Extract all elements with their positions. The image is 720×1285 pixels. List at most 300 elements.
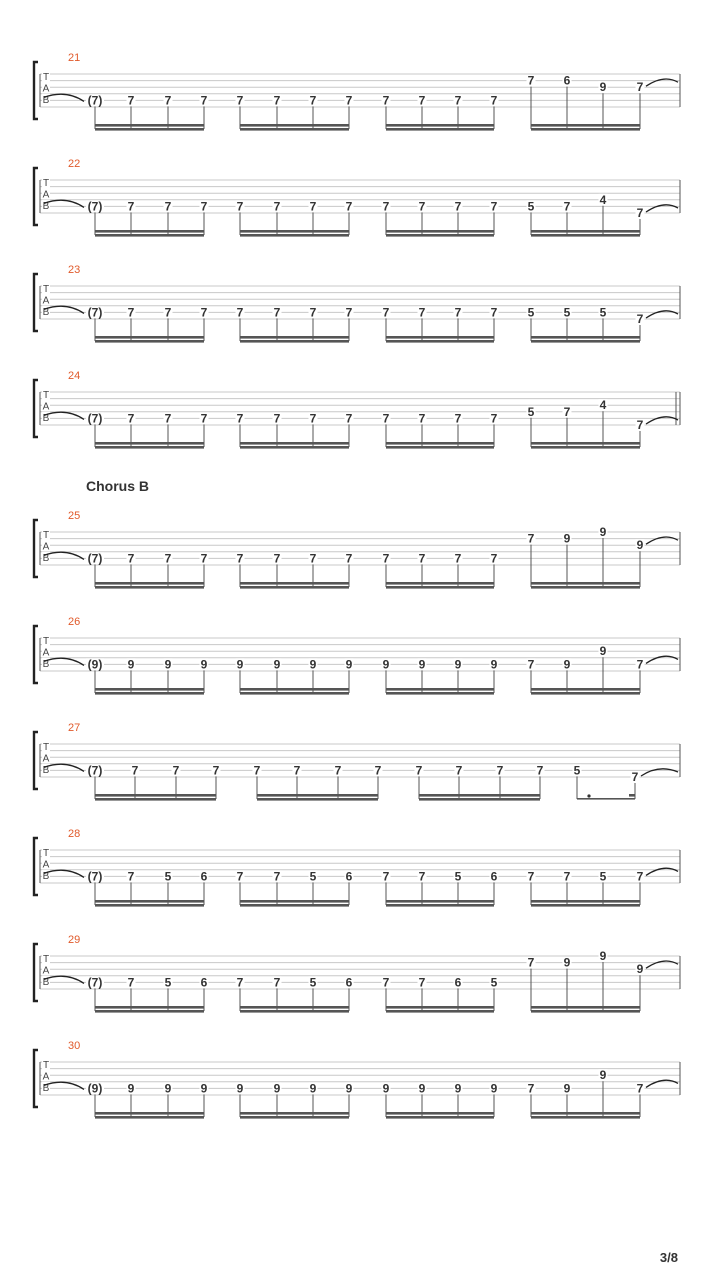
fret-number: (7) bbox=[87, 763, 103, 778]
measure-number: 22 bbox=[68, 158, 81, 170]
fret-number: 5 bbox=[309, 869, 317, 884]
fret-number: 5 bbox=[599, 305, 607, 320]
beam-primary bbox=[531, 900, 640, 903]
tie-out bbox=[646, 656, 678, 663]
fret-number: 7 bbox=[164, 411, 172, 426]
beam-primary bbox=[95, 794, 216, 797]
beam-secondary bbox=[531, 904, 640, 907]
system-brace bbox=[34, 62, 38, 119]
beam-primary bbox=[257, 794, 378, 797]
beam-secondary bbox=[95, 340, 204, 343]
beam-secondary bbox=[386, 340, 494, 343]
fret-number: 9 bbox=[636, 538, 644, 553]
beam-secondary bbox=[240, 446, 349, 449]
fret-number: (9) bbox=[87, 657, 103, 672]
beam-primary bbox=[386, 1006, 494, 1009]
beam-primary bbox=[240, 336, 349, 339]
beam-secondary bbox=[531, 1010, 640, 1013]
beam-secondary bbox=[386, 586, 494, 589]
beam-secondary bbox=[240, 1116, 349, 1119]
fret-number: 7 bbox=[527, 73, 535, 88]
beam-primary bbox=[95, 1006, 204, 1009]
fret-number: 7 bbox=[236, 93, 244, 108]
fret-number: 7 bbox=[454, 551, 462, 566]
fret-number: (7) bbox=[87, 975, 103, 990]
beam-secondary bbox=[386, 446, 494, 449]
fret-number: 7 bbox=[382, 551, 390, 566]
fret-number: 7 bbox=[273, 199, 281, 214]
fret-number: 7 bbox=[127, 411, 135, 426]
fret-number: 6 bbox=[563, 73, 571, 88]
fret-number: 7 bbox=[127, 551, 135, 566]
rhythm-dot bbox=[587, 794, 590, 797]
fret-number: 7 bbox=[127, 975, 135, 990]
beam-secondary bbox=[95, 1116, 204, 1119]
beam-primary bbox=[95, 688, 204, 691]
beam-primary bbox=[531, 124, 640, 127]
fret-number: 6 bbox=[454, 975, 462, 990]
fret-number: 9 bbox=[454, 657, 462, 672]
fret-number: 7 bbox=[418, 199, 426, 214]
fret-number: 5 bbox=[563, 305, 571, 320]
fret-number: 7 bbox=[636, 869, 644, 884]
measure-number: 21 bbox=[68, 52, 81, 64]
beam-primary bbox=[95, 230, 204, 233]
tab-clef-letter: A bbox=[42, 83, 50, 95]
beam-secondary bbox=[240, 234, 349, 237]
fret-number: 9 bbox=[345, 1081, 353, 1096]
beam-secondary bbox=[531, 340, 640, 343]
tab-clef-letter: B bbox=[42, 871, 50, 882]
fret-number: 7 bbox=[418, 93, 426, 108]
fret-number: 7 bbox=[490, 199, 498, 214]
fret-number: 7 bbox=[172, 763, 180, 778]
fret-number: 5 bbox=[599, 869, 607, 884]
fret-number: 9 bbox=[599, 644, 607, 659]
fret-number: 6 bbox=[490, 869, 498, 884]
beam-primary bbox=[240, 230, 349, 233]
tab-clef-letter: A bbox=[42, 647, 50, 659]
fret-number: 7 bbox=[454, 93, 462, 108]
fret-number: 7 bbox=[527, 657, 535, 672]
fret-number: 6 bbox=[200, 869, 208, 884]
tie-out bbox=[646, 868, 678, 875]
beam-secondary bbox=[386, 904, 494, 907]
fret-number: 7 bbox=[527, 869, 535, 884]
beam-secondary bbox=[240, 128, 349, 131]
fret-number: 7 bbox=[382, 975, 390, 990]
fret-number: 7 bbox=[253, 763, 261, 778]
beam-primary bbox=[95, 582, 204, 585]
fret-number: 7 bbox=[334, 763, 342, 778]
fret-number: 7 bbox=[490, 551, 498, 566]
fret-number: 9 bbox=[236, 657, 244, 672]
fret-number: 9 bbox=[490, 1081, 498, 1096]
fret-number: 7 bbox=[273, 975, 281, 990]
page-number: 3/8 bbox=[659, 1250, 678, 1265]
fret-number: 7 bbox=[309, 199, 317, 214]
fret-number: 7 bbox=[200, 305, 208, 320]
fret-number: (7) bbox=[87, 199, 103, 214]
beam-secondary bbox=[386, 1010, 494, 1013]
tie-out bbox=[646, 537, 678, 544]
beam-secondary bbox=[257, 798, 378, 801]
fret-number: 5 bbox=[164, 869, 172, 884]
fret-number: 7 bbox=[200, 93, 208, 108]
fret-number: 7 bbox=[490, 411, 498, 426]
tab-clef-letter: A bbox=[42, 859, 50, 871]
fret-number: 9 bbox=[418, 657, 426, 672]
fret-number: 7 bbox=[273, 93, 281, 108]
measure-number: 28 bbox=[68, 828, 81, 840]
fret-number: 7 bbox=[636, 80, 644, 95]
fret-number: 6 bbox=[200, 975, 208, 990]
fret-number: 7 bbox=[418, 869, 426, 884]
fret-number: 7 bbox=[490, 305, 498, 320]
fret-number: 9 bbox=[418, 1081, 426, 1096]
beam-secondary bbox=[240, 904, 349, 907]
fret-number: 5 bbox=[164, 975, 172, 990]
fret-number: 9 bbox=[345, 657, 353, 672]
fret-number: 7 bbox=[382, 305, 390, 320]
fret-number: 7 bbox=[236, 411, 244, 426]
beam-primary bbox=[386, 1112, 494, 1115]
fret-number: 7 bbox=[563, 869, 571, 884]
system-brace bbox=[34, 732, 38, 789]
fret-number: 9 bbox=[200, 1081, 208, 1096]
fret-number: 7 bbox=[418, 551, 426, 566]
fret-number: 9 bbox=[164, 657, 172, 672]
tab-clef-letter: T bbox=[42, 954, 50, 965]
fret-number: 9 bbox=[273, 1081, 281, 1096]
fret-number: 4 bbox=[599, 192, 607, 207]
fret-number: 7 bbox=[212, 763, 220, 778]
fret-number: 7 bbox=[636, 206, 644, 220]
tab-clef-letter: A bbox=[42, 295, 50, 307]
tie-out bbox=[646, 205, 678, 212]
fret-number: 9 bbox=[382, 657, 390, 672]
fret-number: 7 bbox=[374, 763, 382, 778]
fret-number: 7 bbox=[636, 1081, 644, 1096]
fret-number: 9 bbox=[127, 1081, 135, 1096]
tab-clef-letter: B bbox=[42, 413, 50, 424]
fret-number: 7 bbox=[127, 199, 135, 214]
beam-secondary bbox=[531, 1116, 640, 1119]
system-brace bbox=[34, 626, 38, 683]
beam-secondary bbox=[386, 234, 494, 237]
system-brace bbox=[34, 1050, 38, 1107]
system-brace bbox=[34, 380, 38, 437]
tab-clef-letter: T bbox=[42, 1060, 50, 1071]
beam-secondary bbox=[531, 128, 640, 131]
fret-number: 7 bbox=[527, 531, 535, 546]
beam-primary bbox=[240, 688, 349, 691]
fret-number: 9 bbox=[636, 962, 644, 977]
fret-number: 7 bbox=[236, 199, 244, 214]
measure-number: 26 bbox=[68, 616, 81, 628]
fret-number: 5 bbox=[490, 975, 498, 990]
fret-number: 9 bbox=[164, 1081, 172, 1096]
fret-number: 9 bbox=[563, 531, 571, 546]
system-brace bbox=[34, 944, 38, 1001]
beam-primary bbox=[240, 442, 349, 445]
fret-number: 7 bbox=[309, 305, 317, 320]
tab-clef-letter: T bbox=[42, 636, 50, 647]
tab-clef-letter: B bbox=[42, 765, 50, 776]
beam-secondary bbox=[531, 446, 640, 449]
fret-number: 7 bbox=[309, 93, 317, 108]
beam-primary bbox=[386, 900, 494, 903]
beam-secondary bbox=[95, 798, 216, 801]
beam-primary bbox=[386, 124, 494, 127]
system-brace bbox=[34, 838, 38, 895]
beam-secondary bbox=[95, 446, 204, 449]
fret-number: 7 bbox=[563, 404, 571, 419]
beam-primary bbox=[531, 582, 640, 585]
beam-primary bbox=[386, 582, 494, 585]
fret-number: 7 bbox=[273, 869, 281, 884]
beam-primary bbox=[240, 582, 349, 585]
fret-number: 9 bbox=[273, 657, 281, 672]
fret-number: 7 bbox=[527, 955, 535, 970]
tab-clef-letter: T bbox=[42, 72, 50, 83]
fret-number: 7 bbox=[200, 411, 208, 426]
measure-number: 27 bbox=[68, 722, 81, 734]
beam-primary bbox=[95, 442, 204, 445]
system-brace bbox=[34, 520, 38, 577]
fret-number: 7 bbox=[454, 305, 462, 320]
tab-clef-letter: A bbox=[42, 753, 50, 765]
fret-number: 5 bbox=[573, 763, 581, 778]
fret-number: 7 bbox=[382, 199, 390, 214]
beam-stub bbox=[629, 794, 635, 797]
fret-number: 7 bbox=[382, 93, 390, 108]
fret-number: 7 bbox=[418, 305, 426, 320]
beam-secondary bbox=[240, 340, 349, 343]
fret-number: 9 bbox=[454, 1081, 462, 1096]
beam-secondary bbox=[95, 692, 204, 695]
fret-number: 7 bbox=[273, 305, 281, 320]
fret-number: 7 bbox=[527, 1081, 535, 1096]
measure-number: 23 bbox=[68, 264, 81, 276]
fret-number: 7 bbox=[127, 869, 135, 884]
fret-number: (7) bbox=[87, 411, 103, 426]
measure-number: 29 bbox=[68, 934, 81, 946]
tab-clef-letter: A bbox=[42, 965, 50, 977]
beam-primary bbox=[531, 442, 640, 445]
tab-clef-letter: B bbox=[42, 307, 50, 318]
fret-number: 7 bbox=[127, 305, 135, 320]
fret-number: 7 bbox=[273, 411, 281, 426]
beam-secondary bbox=[95, 128, 204, 131]
fret-number: 7 bbox=[418, 975, 426, 990]
tie-out bbox=[646, 1080, 678, 1087]
beam-secondary bbox=[386, 128, 494, 131]
beam-primary bbox=[95, 900, 204, 903]
fret-number: 9 bbox=[599, 525, 607, 539]
beam-primary bbox=[95, 1112, 204, 1115]
tab-clef-letter: B bbox=[42, 977, 50, 988]
beam-primary bbox=[240, 124, 349, 127]
beam-primary bbox=[240, 1112, 349, 1115]
fret-number: 6 bbox=[345, 975, 353, 990]
fret-number: 7 bbox=[454, 199, 462, 214]
beam-secondary bbox=[240, 692, 349, 695]
fret-number: 7 bbox=[496, 763, 504, 778]
beam-primary bbox=[95, 336, 204, 339]
beam-primary bbox=[386, 688, 494, 691]
tab-clef-letter: T bbox=[42, 178, 50, 189]
fret-number: 5 bbox=[527, 199, 535, 214]
beam-primary bbox=[531, 1006, 640, 1009]
fret-number: 9 bbox=[599, 949, 607, 963]
beam-primary bbox=[531, 230, 640, 233]
fret-number: 4 bbox=[599, 398, 607, 413]
fret-number: 9 bbox=[236, 1081, 244, 1096]
beam-secondary bbox=[386, 1116, 494, 1119]
fret-number: 7 bbox=[293, 763, 301, 778]
fret-number: 7 bbox=[309, 411, 317, 426]
fret-number: 7 bbox=[345, 93, 353, 108]
beam-secondary bbox=[419, 798, 540, 801]
fret-number: 7 bbox=[236, 975, 244, 990]
fret-number: 7 bbox=[236, 551, 244, 566]
system-brace bbox=[34, 168, 38, 225]
fret-number: 7 bbox=[631, 770, 639, 784]
tab-clef-letter: T bbox=[42, 848, 50, 859]
tab-clef-letter: B bbox=[42, 659, 50, 670]
fret-number: 9 bbox=[599, 1068, 607, 1083]
fret-number: 5 bbox=[527, 404, 535, 419]
fret-number: 5 bbox=[454, 869, 462, 884]
fret-number: 9 bbox=[127, 657, 135, 672]
tab-clef-letter: T bbox=[42, 284, 50, 295]
beam-primary bbox=[531, 1112, 640, 1115]
beam-secondary bbox=[95, 234, 204, 237]
fret-number: (9) bbox=[87, 1081, 103, 1096]
tab-clef-letter: T bbox=[42, 742, 50, 753]
beam-primary bbox=[531, 336, 640, 339]
beam-secondary bbox=[95, 586, 204, 589]
fret-number: 7 bbox=[455, 763, 463, 778]
tab-clef-letter: B bbox=[42, 553, 50, 564]
tab-clef-letter: B bbox=[42, 95, 50, 106]
fret-number: 9 bbox=[563, 657, 571, 672]
fret-number: 7 bbox=[636, 312, 644, 326]
fret-number: 5 bbox=[527, 305, 535, 320]
fret-number: 7 bbox=[273, 551, 281, 566]
fret-number: 9 bbox=[563, 1081, 571, 1096]
fret-number: 7 bbox=[345, 551, 353, 566]
fret-number: 7 bbox=[345, 411, 353, 426]
fret-number: (7) bbox=[87, 551, 103, 566]
tie-out bbox=[646, 79, 678, 86]
beam-partial bbox=[577, 798, 635, 800]
fret-number: 7 bbox=[415, 763, 423, 778]
fret-number: 9 bbox=[490, 657, 498, 672]
tie-out bbox=[646, 417, 678, 424]
fret-number: (7) bbox=[87, 869, 103, 884]
fret-number: 7 bbox=[563, 199, 571, 214]
fret-number: 7 bbox=[636, 657, 644, 672]
fret-number: 7 bbox=[418, 411, 426, 426]
fret-number: 7 bbox=[345, 199, 353, 214]
fret-number: 7 bbox=[536, 763, 544, 778]
beam-secondary bbox=[531, 692, 640, 695]
fret-number: 7 bbox=[382, 411, 390, 426]
beam-secondary bbox=[531, 234, 640, 237]
fret-number: 5 bbox=[309, 975, 317, 990]
beam-secondary bbox=[240, 586, 349, 589]
measure-number: 24 bbox=[68, 370, 81, 382]
measure-number: 30 bbox=[68, 1040, 81, 1052]
fret-number: 7 bbox=[309, 551, 317, 566]
beam-secondary bbox=[531, 586, 640, 589]
tab-clef-letter: T bbox=[42, 530, 50, 541]
beam-primary bbox=[531, 688, 640, 691]
beam-secondary bbox=[386, 692, 494, 695]
beam-primary bbox=[386, 442, 494, 445]
fret-number: 7 bbox=[236, 305, 244, 320]
tab-clef-letter: A bbox=[42, 541, 50, 553]
fret-number: 6 bbox=[345, 869, 353, 884]
system-brace bbox=[34, 274, 38, 331]
fret-number: 7 bbox=[490, 93, 498, 108]
fret-number: 7 bbox=[164, 93, 172, 108]
tab-clef-letter: T bbox=[42, 390, 50, 401]
tie-out bbox=[641, 769, 678, 776]
fret-number: 7 bbox=[127, 93, 135, 108]
tie-out bbox=[646, 311, 678, 318]
fret-number: 9 bbox=[309, 657, 317, 672]
fret-number: 7 bbox=[236, 869, 244, 884]
tab-clef-letter: B bbox=[42, 201, 50, 212]
fret-number: 7 bbox=[200, 199, 208, 214]
beam-secondary bbox=[95, 1010, 204, 1013]
beam-primary bbox=[386, 336, 494, 339]
fret-number: 7 bbox=[345, 305, 353, 320]
beam-primary bbox=[240, 1006, 349, 1009]
fret-number: 9 bbox=[200, 657, 208, 672]
tab-clef-letter: B bbox=[42, 1083, 50, 1094]
tab-clef-letter: A bbox=[42, 1071, 50, 1083]
fret-number: (7) bbox=[87, 305, 103, 320]
section-label-chorus-b: Chorus B bbox=[86, 478, 149, 494]
beam-secondary bbox=[95, 904, 204, 907]
fret-number: 9 bbox=[382, 1081, 390, 1096]
tab-clef-letter: A bbox=[42, 189, 50, 201]
fret-number: 7 bbox=[131, 763, 139, 778]
fret-number: 7 bbox=[636, 418, 644, 432]
fret-number: 7 bbox=[164, 551, 172, 566]
fret-number: 9 bbox=[309, 1081, 317, 1096]
measure-number: 25 bbox=[68, 510, 81, 522]
beam-secondary bbox=[240, 1010, 349, 1013]
fret-number: 9 bbox=[599, 80, 607, 95]
fret-number: 7 bbox=[164, 305, 172, 320]
fret-number: 7 bbox=[200, 551, 208, 566]
beam-primary bbox=[240, 900, 349, 903]
tab-clef-letter: A bbox=[42, 401, 50, 413]
fret-number: 7 bbox=[164, 199, 172, 214]
beam-primary bbox=[95, 124, 204, 127]
fret-number: 9 bbox=[563, 955, 571, 970]
beam-primary bbox=[419, 794, 540, 797]
tie-out bbox=[646, 961, 678, 968]
beam-primary bbox=[386, 230, 494, 233]
fret-number: 7 bbox=[454, 411, 462, 426]
fret-number: (7) bbox=[87, 93, 103, 108]
